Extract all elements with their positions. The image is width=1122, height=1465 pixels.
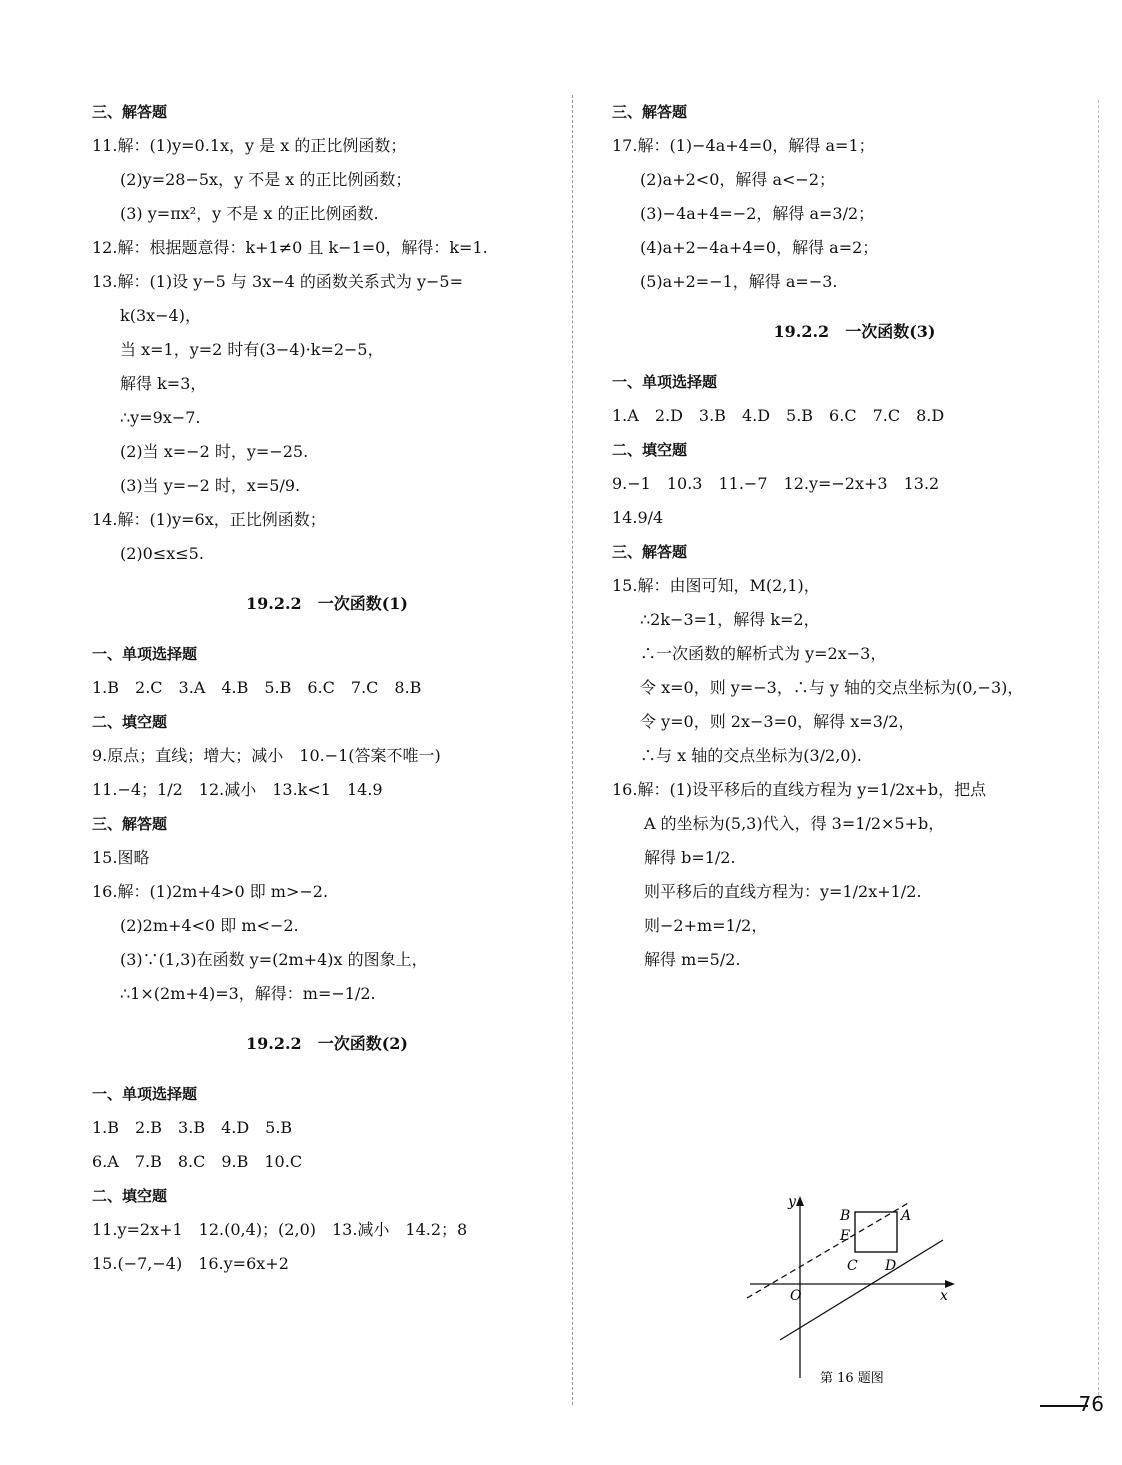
answer-line: 则平移后的直线方程为：y=1/2x+1/2. xyxy=(644,882,922,901)
section-heading: 三、解答题 xyxy=(612,543,688,561)
square-abcd xyxy=(855,1212,897,1252)
section-heading: 一、单项选择题 xyxy=(92,1085,198,1103)
section-title: 19.2.2 一次函数(1) xyxy=(246,594,408,613)
section-heading: 二、填空题 xyxy=(612,441,688,459)
y-axis-arrow xyxy=(796,1196,804,1206)
answer-line: 16.解：(1)2m+4>0 即 m>−2. xyxy=(92,882,329,901)
answer-line: (3)∵(1,3)在函数 y=(2m+4)x 的图象上， xyxy=(120,950,428,969)
section-heading: 一、单项选择题 xyxy=(612,373,718,391)
answer-line: 17.解：(1)−4a+4=0，解得 a=1； xyxy=(612,136,875,155)
figure-caption: 第 16 题图 xyxy=(820,1371,884,1385)
label-x: x xyxy=(940,1288,948,1304)
solid-line xyxy=(780,1240,943,1340)
answer-line: 当 x=1，y=2 时有(3−4)·k=2−5， xyxy=(120,340,384,359)
answer-line: 9.−1 10.3 11.−7 12.y=−2x+3 13.2 xyxy=(612,474,940,493)
answer-line: 1.B 2.B 3.B 4.D 5.B xyxy=(92,1118,293,1137)
section-title: 19.2.2 一次函数(3) xyxy=(773,322,936,341)
answer-line: 解得 k=3， xyxy=(120,374,207,393)
label-a: A xyxy=(901,1208,912,1224)
answer-line: (3)当 y=−2 时，x=5/9. xyxy=(120,476,301,495)
left-column xyxy=(92,95,562,1281)
answer-line: (3)−4a+4=−2，解得 a=3/2； xyxy=(640,204,875,223)
section-heading: 三、解答题 xyxy=(92,815,168,833)
answer-line: ∴2k−3=1，解得 k=2， xyxy=(640,610,820,629)
answer-line: 15.解：由图可知，M(2,1)， xyxy=(612,576,820,595)
section-heading: 一、单项选择题 xyxy=(92,645,198,663)
label-y: y xyxy=(788,1194,796,1210)
answer-line: ∴y=9x−7. xyxy=(120,408,201,427)
page-number: 76 xyxy=(1078,1392,1104,1416)
answer-line: 解得 m=5/2. xyxy=(644,950,741,969)
answer-line: A 的坐标为(5,3)代入，得 3=1/2×5+b， xyxy=(644,814,945,833)
answer-line: 令 y=0，则 2x−3=0，解得 x=3/2， xyxy=(640,712,915,731)
answer-line: k(3x−4)， xyxy=(120,306,201,325)
answer-line: (4)a+2−4a+4=0，解得 a=2； xyxy=(640,238,879,257)
column-divider xyxy=(572,95,573,1405)
answer-line: 1.A 2.D 3.B 4.D 5.B 6.C 7.C 8.D xyxy=(612,406,945,425)
label-d: D xyxy=(885,1258,897,1274)
answer-line: ∴一次函数的解析式为 y=2x−3， xyxy=(640,644,887,663)
answer-line: 15.图略 xyxy=(92,848,150,867)
answer-line: 1.B 2.C 3.A 4.B 5.B 6.C 7.C 8.B xyxy=(92,678,422,697)
answer-line: (2)2m+4<0 即 m<−2. xyxy=(120,916,299,935)
x-axis-arrow xyxy=(945,1280,955,1288)
answer-line: (2)a+2<0，解得 a<−2； xyxy=(640,170,835,189)
label-c: C xyxy=(847,1258,858,1274)
answer-line: (2)y=28−5x，y 不是 x 的正比例函数； xyxy=(120,170,412,189)
section-heading: 三、解答题 xyxy=(612,103,688,121)
answer-line: (3) y=πx²，y 不是 x 的正比例函数. xyxy=(120,204,379,223)
section-heading: 三、解答题 xyxy=(92,103,168,121)
answer-line: 14.9/4 xyxy=(612,508,664,527)
answer-line: 解得 b=1/2. xyxy=(644,848,736,867)
answer-line: 令 x=0，则 y=−3，∴与 y 轴的交点坐标为(0,−3)， xyxy=(640,678,1024,697)
answer-line: (5)a+2=−1，解得 a=−3. xyxy=(640,272,838,291)
right-column xyxy=(612,95,1097,977)
answer-line: 14.解：(1)y=6x，正比例函数； xyxy=(92,510,326,529)
answer-line: 15.(−7,−4) 16.y=6x+2 xyxy=(92,1254,289,1273)
answer-line: 11.−4；1/2 12.减小 13.k<1 14.9 xyxy=(92,780,383,799)
answer-line: 11.y=2x+1 12.(0,4)；(2,0) 13.减小 14.2；8 xyxy=(92,1220,468,1239)
answer-line: (2)当 x=−2 时，y=−25. xyxy=(120,442,309,461)
answer-line: ∴与 x 轴的交点坐标为(3/2,0). xyxy=(640,746,862,765)
margin-line xyxy=(1098,100,1099,1400)
answer-line: 则−2+m=1/2， xyxy=(644,916,768,935)
answer-line: ∴1×(2m+4)=3，解得：m=−1/2. xyxy=(120,984,376,1003)
answer-line: 13.解：(1)设 y−5 与 3x−4 的函数关系式为 y−5= xyxy=(92,272,463,291)
answer-line: 11.解：(1)y=0.1x，y 是 x 的正比例函数； xyxy=(92,136,407,155)
section-title: 19.2.2 一次函数(2) xyxy=(246,1034,408,1053)
answer-line: 6.A 7.B 8.C 9.B 10.C xyxy=(92,1152,303,1171)
section-heading: 二、填空题 xyxy=(92,1187,168,1205)
answer-line: 12.解：根据题意得：k+1≠0 且 k−1=0，解得：k=1. xyxy=(92,238,488,257)
answer-line: (2)0≤x≤5. xyxy=(120,544,204,563)
answer-line: 9.原点；直线；增大；减小 10.−1(答案不唯一) xyxy=(92,746,441,765)
label-o: O xyxy=(790,1288,802,1304)
answer-line: 16.解：(1)设平移后的直线方程为 y=1/2x+b，把点 xyxy=(612,780,987,799)
label-b: B xyxy=(840,1208,851,1224)
label-e: E xyxy=(840,1228,851,1244)
section-heading: 二、填空题 xyxy=(92,713,168,731)
figure-16 xyxy=(745,1190,965,1385)
